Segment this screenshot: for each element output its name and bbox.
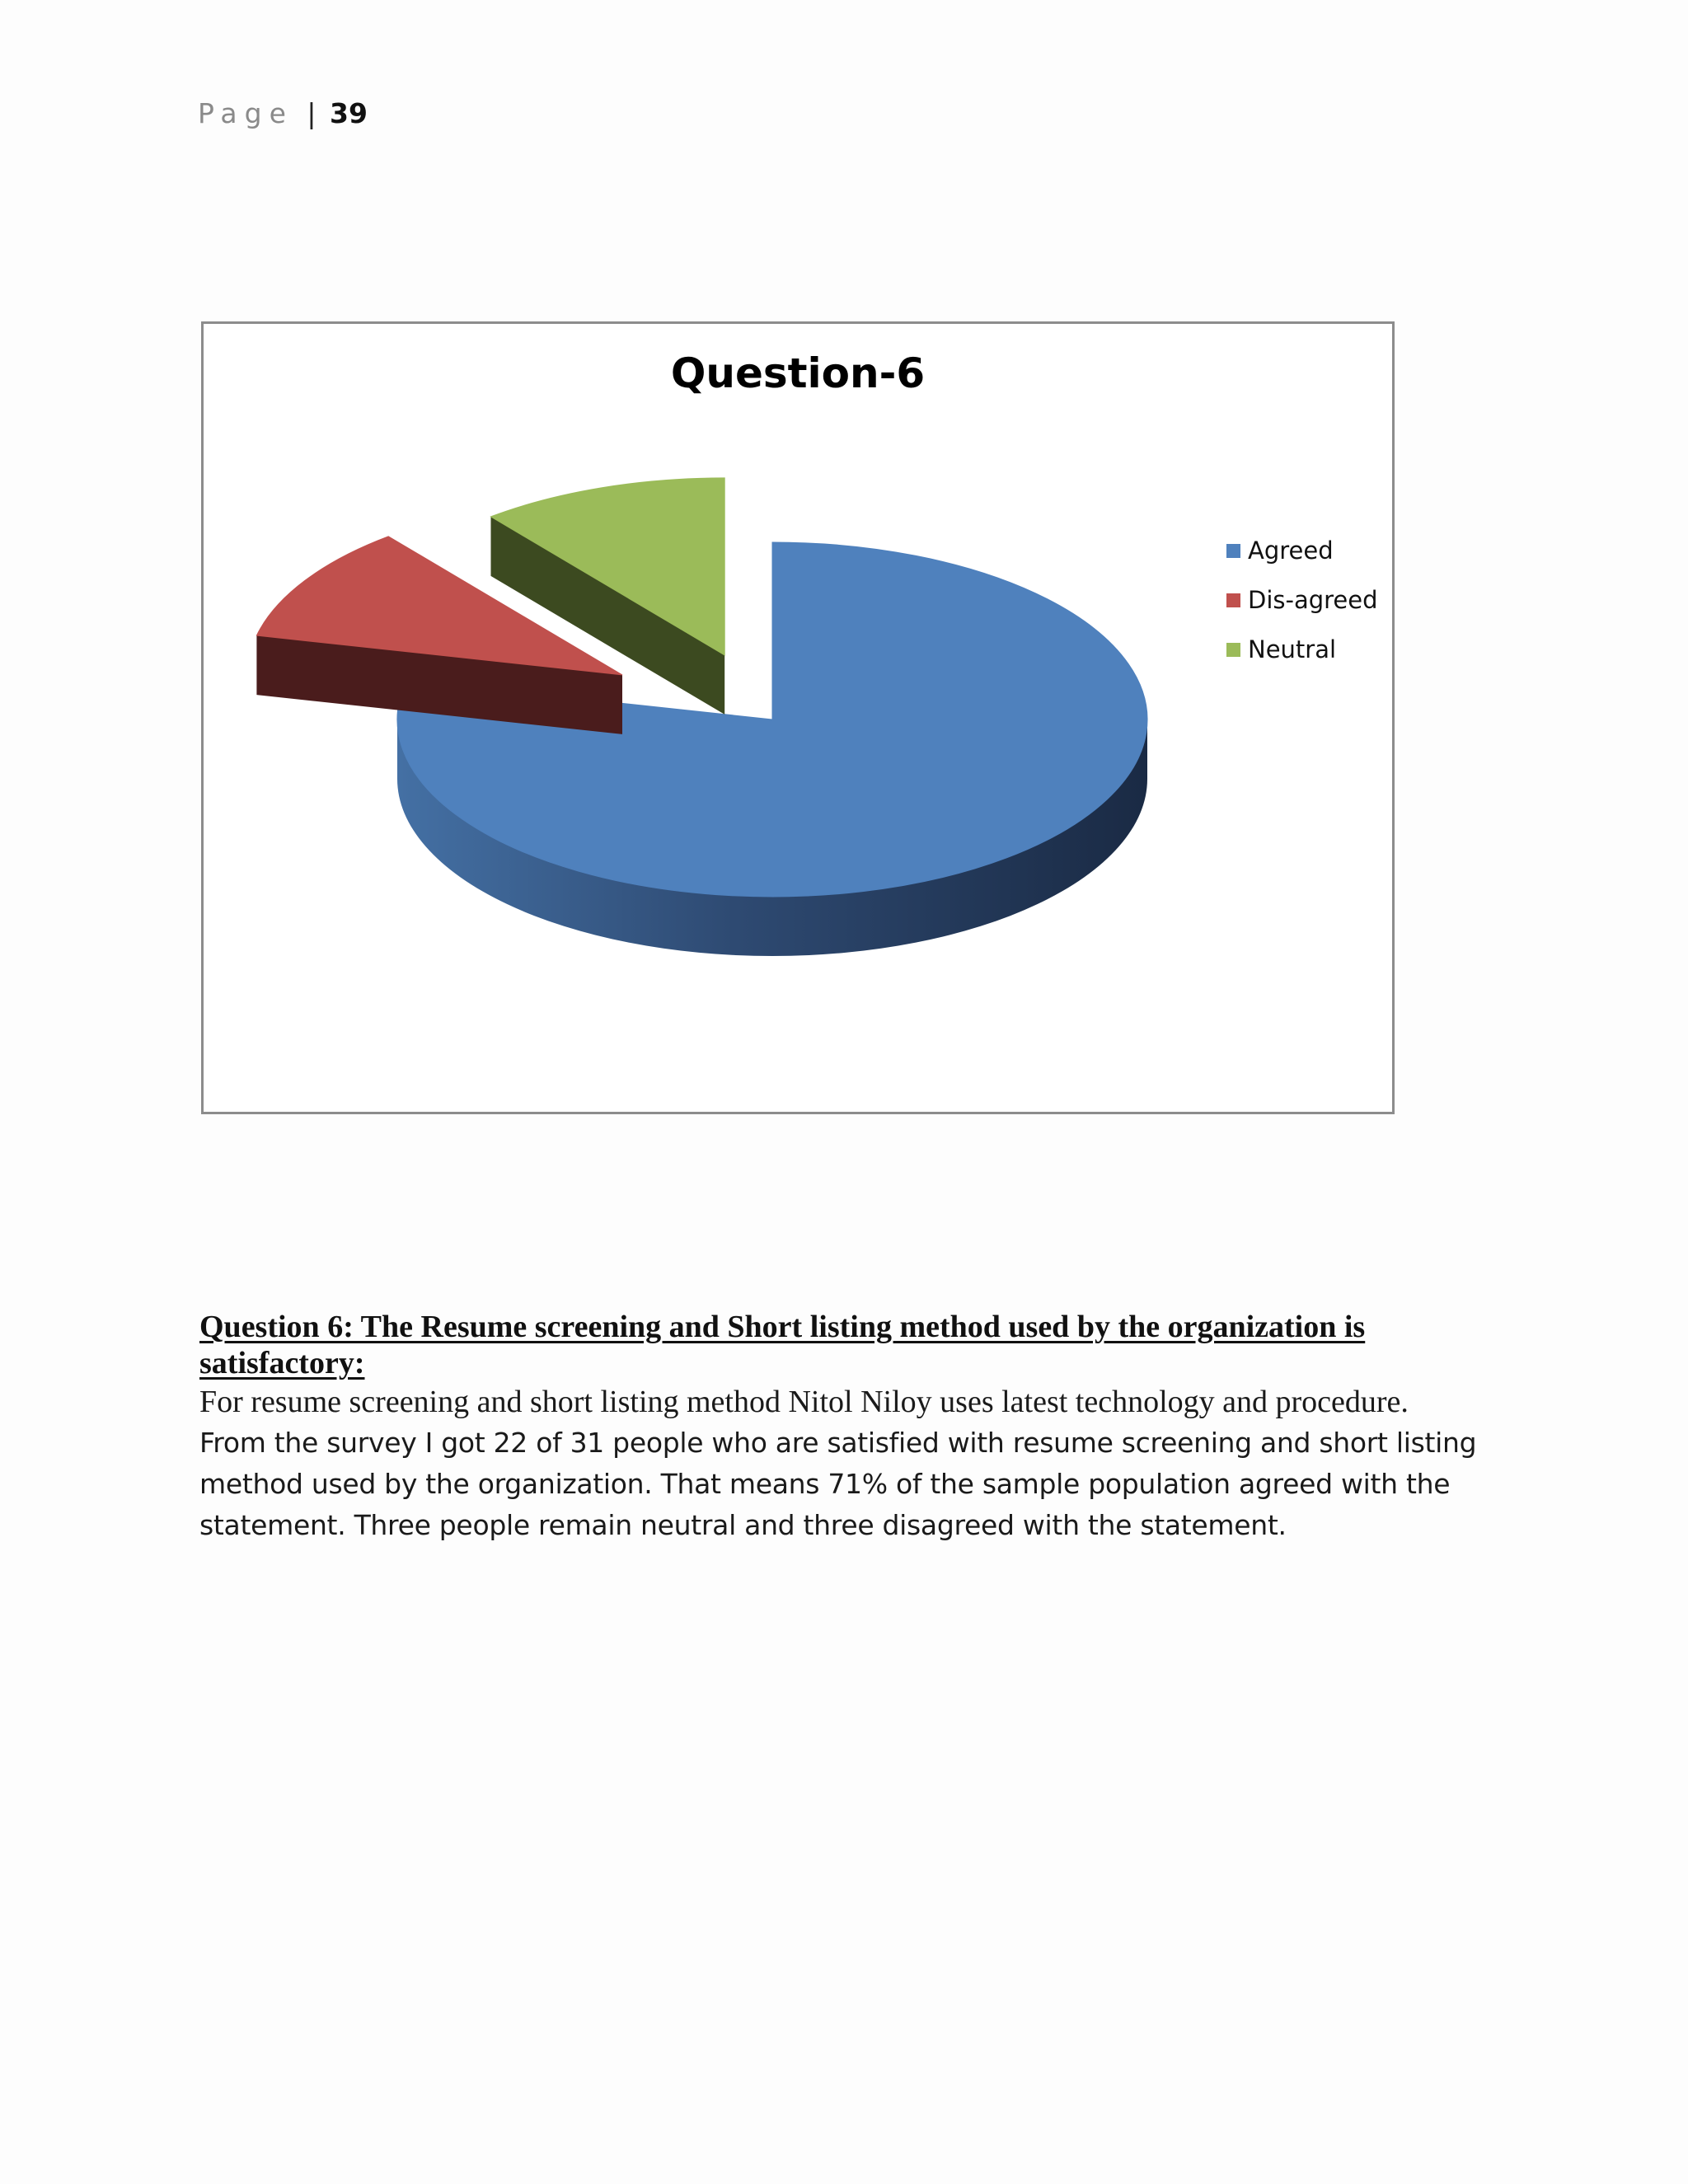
pie-slice-agreed	[397, 542, 1147, 956]
legend-label: Agreed	[1248, 537, 1334, 565]
legend-label: Neutral	[1248, 635, 1337, 663]
page-header	[198, 97, 368, 129]
legend-swatch	[1226, 593, 1240, 607]
pie-slices	[256, 478, 1147, 956]
chart-legend	[1226, 537, 1378, 663]
legend-item-agreed	[1226, 537, 1334, 565]
page-separator: |	[307, 97, 316, 129]
legend-swatch	[1226, 544, 1240, 558]
legend-label: Dis-agreed	[1248, 586, 1378, 614]
legend-item-dis-agreed	[1226, 586, 1378, 614]
paragraph-body: From the survey I got 22 of 31 people who are satisfied with resume screening and short listing method used by the organization. That means 71% of the sample population agreed with the statement. Three people remain neutral and three disagreed with the statement.	[199, 1427, 1477, 1541]
page-label: Page	[198, 97, 293, 129]
paragraph-first-line: For resume screening and short listing method Nitol Niloy uses latest technology and procedure.	[199, 1385, 1409, 1419]
section-heading: Question 6: The Resume screening and Short listing method used by the organization is satisfactory:	[199, 1310, 1366, 1380]
body-paragraph	[199, 1381, 1485, 1546]
legend-item-neutral	[1226, 635, 1336, 663]
chart-title: Question-6	[670, 349, 926, 397]
pie-chart-frame	[201, 321, 1395, 1114]
legend-swatch	[1226, 643, 1240, 657]
pie-chart	[204, 324, 1392, 1112]
page-number: 39	[330, 97, 368, 129]
